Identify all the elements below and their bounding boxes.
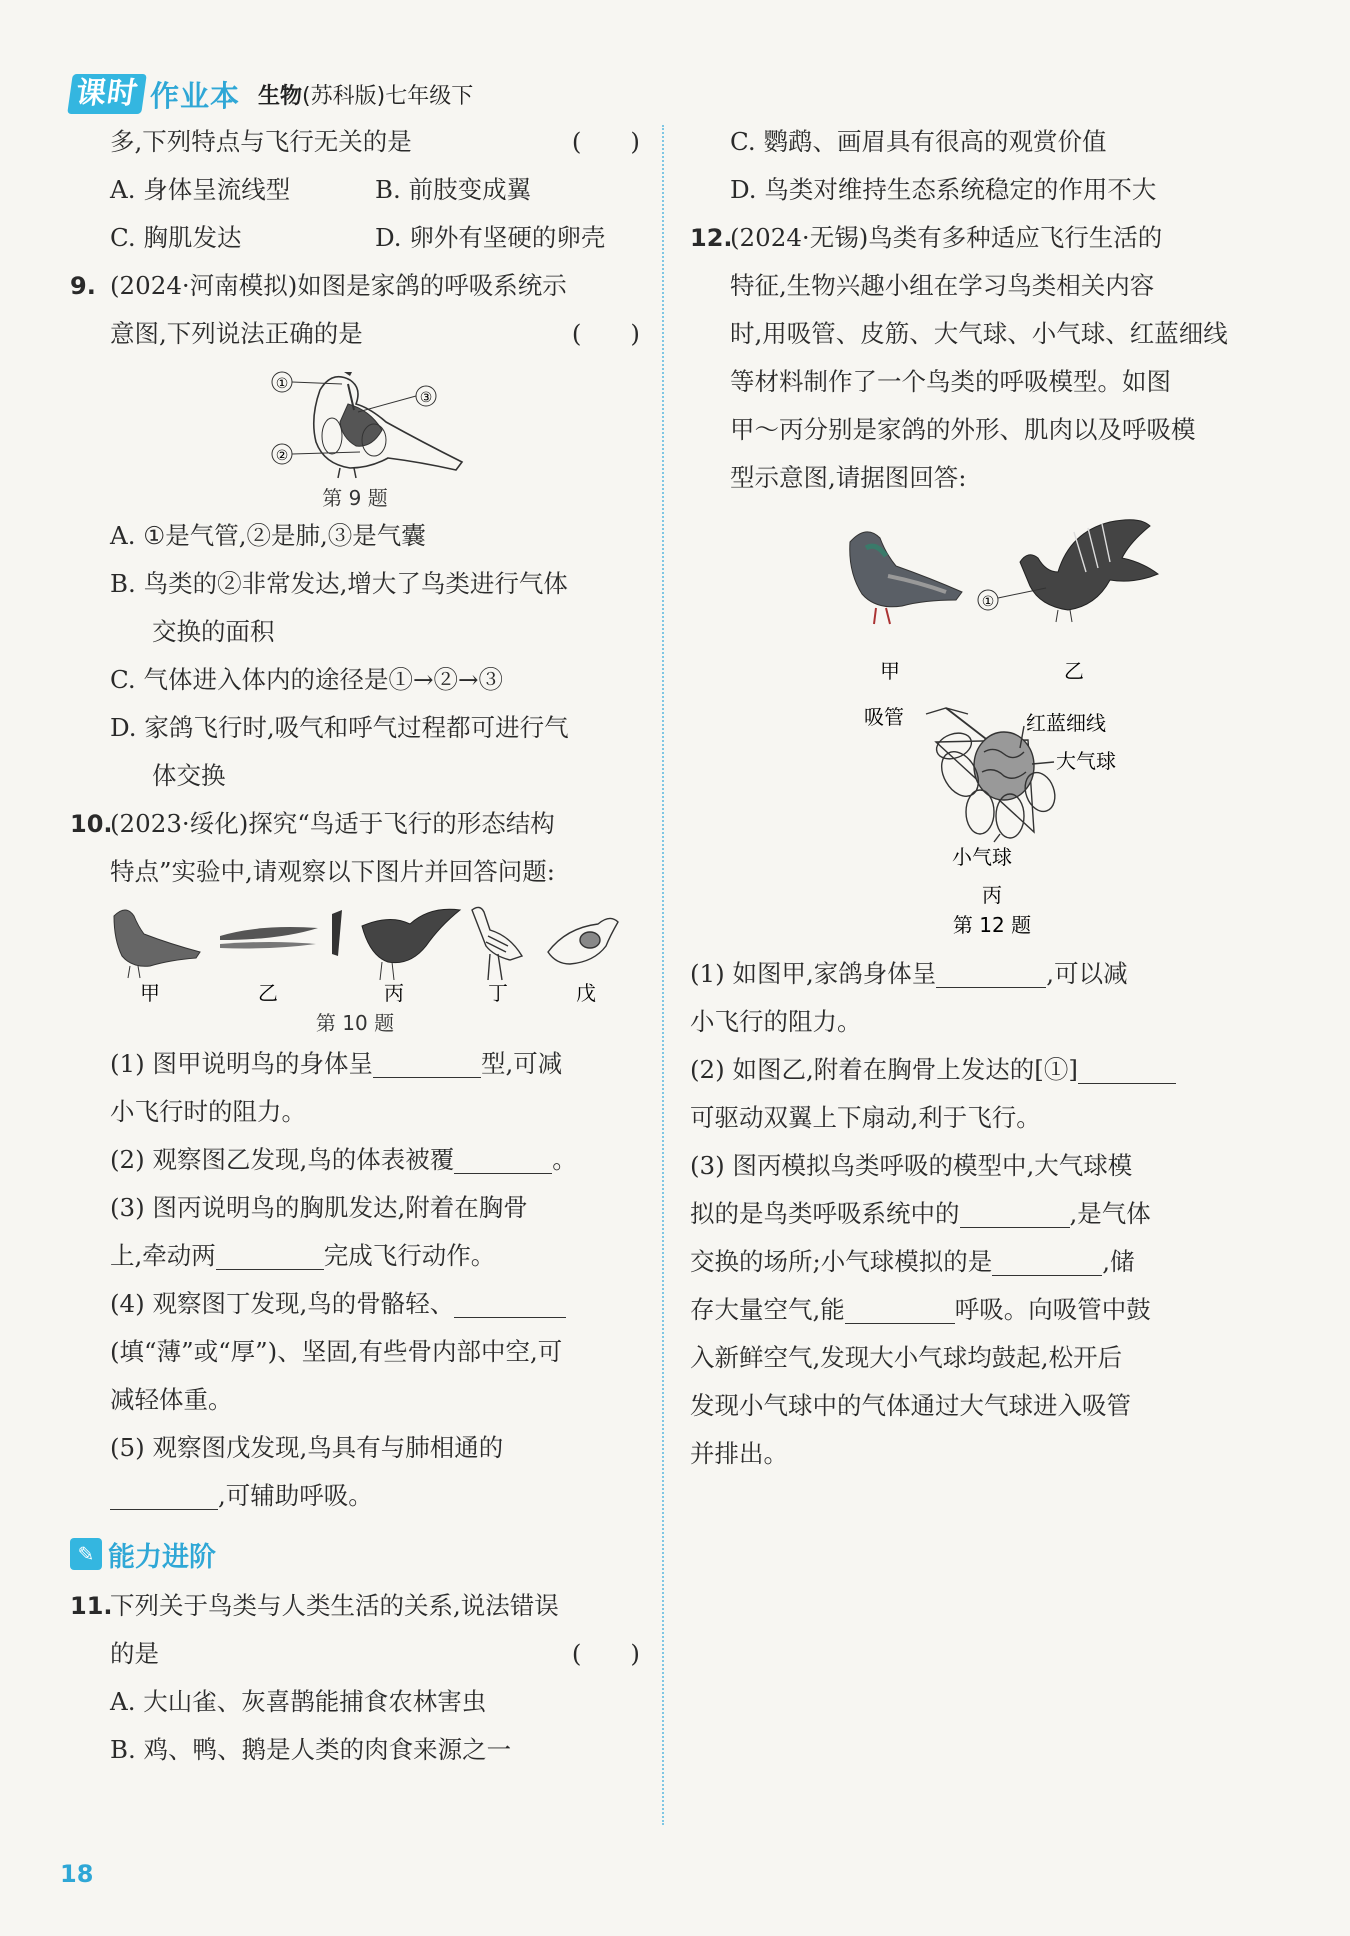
page-number: 18 [60,1860,94,1888]
q12-sub1-b: 小飞行的阻力。 [690,1007,862,1036]
q9-label-1: ① [275,376,289,392]
q12-line6: 型示意图,请据图回答: [730,463,967,492]
brand-logo: 课时 [67,74,147,114]
subject-label: 生物(苏科版)七年级下 [258,83,474,109]
q8-stem: 多,下列特点与飞行无关的是 ( ) [110,127,640,156]
q10-sub3-a: (3) 图丙说明鸟的胸肌发达,附着在胸骨 [110,1193,528,1222]
q12-label-hongxian: 红蓝细线 [1026,711,1106,735]
q12-figure [690,502,1280,950]
q10-sub3-b: 上,牵动两 完成飞行动作。 [110,1241,496,1270]
q10-sub4-b: (填“薄”或“厚”)、坚固,有些骨内部中空,可 [110,1337,563,1366]
q10-sub5-b: ,可辅助呼吸。 [70,1472,640,1520]
q12-line1: 12.(2024·无锡)鸟类有多种适应飞行生活的 [690,223,1163,252]
q12-sub2-a: (2) 如图乙,附着在胸骨上发达的[①] [690,1046,1280,1094]
q12-label-bing: 丙 [982,883,1002,907]
q10-label-jia: 甲 [140,981,160,1005]
q12-sub3-a: (3) 图丙模拟鸟类呼吸的模型中,大气球模 [690,1151,1133,1180]
section-title: 能力进阶 [108,1541,216,1573]
q10-label-bing: 丙 [384,981,404,1005]
q12-caption: 第 12 题 [952,913,1032,937]
q10-sub5-a: (5) 观察图戊发现,鸟具有与肺相通的 [110,1433,504,1462]
q12-label-jia: 甲 [880,659,900,683]
q10-sub1-b: 小飞行时的阻力。 [110,1097,306,1126]
q12-line5: 甲～丙分别是家鸽的外形、肌肉以及呼吸模 [730,415,1196,444]
section-header [70,1526,640,1582]
q12-yi-label-1: ① [981,594,995,610]
q12-line4: 等材料制作了一个鸟类的呼吸模型。如图 [730,367,1171,396]
q10-sub4-a: (4) 观察图丁发现,鸟的骨骼轻、 [70,1280,640,1328]
q9-label-2: ② [275,448,289,464]
q10-sub4-c: 减轻体重。 [110,1385,233,1414]
pigeon-respiratory-diagram [70,358,640,484]
q10-label-ding: 丁 [488,981,508,1005]
q10-skeleton-icon [472,907,522,980]
q12-line2: 特征,生物兴趣小组在学习鸟类相关内容 [730,271,1155,300]
q12-sub3-g: 并排出。 [690,1439,788,1468]
q9-option-d-2: 体交换 [152,761,226,790]
pencil-icon: ✎ [70,1538,102,1570]
q12-sub1-a: (1) 如图甲,家鸽身体呈 ,可以减 [690,959,1128,988]
q12-line3: 时,用吸管、皮筋、大气球、小气球、红蓝细线 [730,319,1228,348]
q12-muscle-diagram [978,520,1158,622]
q9-option-b-2: 交换的面积 [152,617,275,646]
q10-sub1-a: (1) 图甲说明鸟的身体呈 型,可减 [110,1049,563,1078]
q10-label-wu: 戊 [576,981,596,1005]
q8-options-ab: A. 身体呈流线型 B. 前肢变成翼 [110,175,532,204]
q8-options-cd: C. 胸肌发达 D. 卵外有坚硬的卵壳 [110,223,606,252]
q11-option-d: D. 鸟类对维持生态系统稳定的作用不大 [730,175,1157,204]
q9-option-a: A. ①是气管,②是肺,③是气囊 [110,521,426,550]
q10-line1: 10.(2023·绥化)探究“鸟适于飞行的形态结构 [70,809,555,838]
q10-muscle-icon [332,909,460,980]
q11-line1: 11.下列关于鸟类与人类生活的关系,说法错误 [70,1591,559,1620]
q9-line1: 9. (2024·河南模拟)如图是家鸽的呼吸系统示 [70,271,567,300]
q12-sub3-b: 拟的是鸟类呼吸系统中的 ,是气体 [690,1199,1151,1228]
q12-label-xiguan: 吸管 [864,705,904,729]
q12-sub3-d: 存大量空气,能 呼吸。向吸管中鼓 [690,1295,1151,1324]
page-header [70,72,473,116]
q9-label-3: ③ [419,390,433,406]
q12-sub3-c: 交换的场所;小气球模拟的是 ,储 [690,1247,1135,1276]
q9-option-b-1: B. 鸟类的②非常发达,增大了鸟类进行气体 [110,569,568,598]
right-column [690,118,1280,1478]
column-divider [662,125,664,1825]
q10-line2: 特点”实验中,请观察以下图片并回答问题: [110,857,556,886]
q9-figure [70,358,640,484]
q12-label-yi: 乙 [1064,659,1084,683]
q12-label-daqiqiu: 大气球 [1056,749,1116,773]
q11-option-b: B. 鸡、鸭、鹅是人类的肉食来源之一 [110,1735,512,1764]
q10-figure [70,896,640,1006]
q10-label-yi: 乙 [258,981,278,1005]
pigeon-and-respiration-model [690,502,1280,950]
q9-caption: 第 9 题 [322,486,388,510]
q10-pigeon-icon [114,910,200,978]
q12-pigeon-photo [850,532,962,624]
q10-caption: 第 10 题 [315,1011,395,1035]
left-column [70,118,640,1774]
q12-sub3-e: 入新鲜空气,发现大小气球均鼓起,松开后 [690,1343,1123,1372]
brand-title: 作业本 [150,78,241,113]
q9-option-c: C. 气体进入体内的途径是①→②→③ [110,665,504,694]
q12-sub3-f: 发现小气球中的气体通过大气球进入吸管 [690,1391,1131,1420]
q10-sub2: (2) 观察图乙发现,鸟的体表被覆 。 [110,1145,577,1174]
q12-sub2-b: 可驱动双翼上下扇动,利于飞行。 [690,1103,1041,1132]
q11-option-a: A. 大山雀、灰喜鹊能捕食农林害虫 [110,1687,487,1716]
q9-line2: 意图,下列说法正确的是 ( ) [110,319,640,348]
q12-label-xiaoqiqiu: 小气球 [952,845,1012,869]
q9-option-d-1: D. 家鸽飞行时,吸气和呼气过程都可进行气 [110,713,569,742]
q10-feather-icon [220,927,318,949]
q11-option-c: C. 鹦鹉、画眉具有很高的观赏价值 [730,127,1107,156]
bird-structures-illustration [70,896,640,1006]
q10-air-sac-icon [548,918,618,964]
q11-line2: 的是 ( ) [110,1639,640,1668]
